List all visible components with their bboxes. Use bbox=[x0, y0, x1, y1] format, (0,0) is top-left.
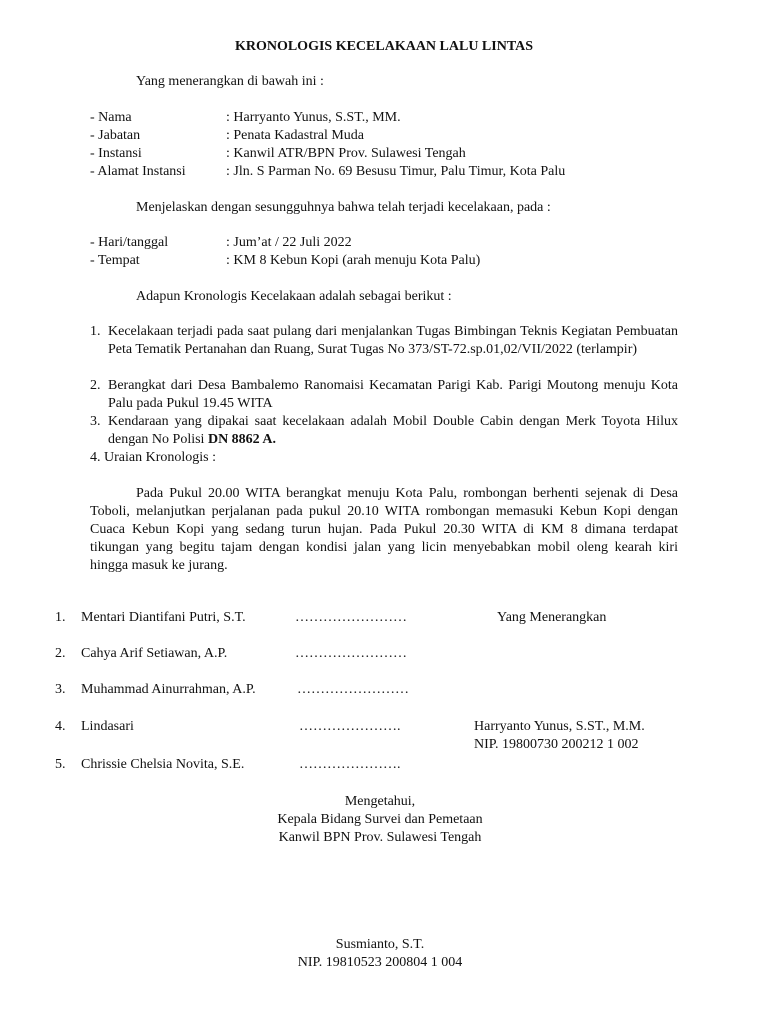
witness-2-number: 2. bbox=[55, 646, 66, 661]
declaration-text: Menjelaskan dengan sesungguhnya bahwa telah terjadi kecelakaan, pada : bbox=[136, 200, 551, 215]
document-title: KRONOLOGIS KECELAKAAN LALU LINTAS bbox=[234, 39, 534, 54]
witness-1-signature-line: …………………… bbox=[295, 610, 407, 625]
witness-3-signature-line: …………………… bbox=[297, 682, 409, 697]
witness-4-number: 4. bbox=[55, 719, 66, 734]
witness-4-signature-line: …………………. bbox=[299, 719, 401, 734]
identity-value-name: : Harryanto Yunus, S.ST., MM. bbox=[226, 110, 401, 125]
item-3-number: 3. bbox=[90, 414, 101, 429]
event-value-date: : Jum’at / 22 Juli 2022 bbox=[226, 235, 352, 250]
item-4-text: 4. Uraian Kronologis : bbox=[90, 450, 216, 465]
identity-value-agency: : Kanwil ATR/BPN Prov. Sulawesi Tengah bbox=[226, 146, 466, 161]
signer-heading: Yang Menerangkan bbox=[497, 610, 607, 625]
witness-5-signature-line: …………………. bbox=[299, 757, 401, 772]
acknowledgement-office: Kanwil BPN Prov. Sulawesi Tengah bbox=[278, 830, 482, 845]
acknowledger-name: Susmianto, S.T. bbox=[335, 937, 425, 952]
event-value-place: : KM 8 Kebun Kopi (arah menuju Kota Palu) bbox=[226, 253, 481, 268]
witness-1-name: Mentari Diantifani Putri, S.T. bbox=[81, 610, 246, 625]
item-3-text bbox=[108, 413, 678, 449]
signer-name: Harryanto Yunus, S.ST., M.M. bbox=[474, 719, 645, 734]
witness-2-name: Cahya Arif Setiawan, A.P. bbox=[81, 646, 228, 661]
item-2-text: Berangkat dari Desa Bambalemo Ranomaisi Kecamatan Parigi Kab. Parigi Moutong menuju Kota Palu pada Pukul 19.45 WITA bbox=[108, 378, 678, 411]
identity-label-position: - Jabatan bbox=[90, 128, 141, 143]
witness-3-name: Muhammad Ainurrahman, A.P. bbox=[81, 682, 256, 697]
witness-4-name: Lindasari bbox=[81, 719, 134, 734]
item-3-body: Kendaraan yang dipakai saat kecelakaan adalah Mobil Double Cabin dengan Merk Toyota Hilux dengan No Polisi bbox=[108, 414, 678, 447]
acknowledgement-heading: Mengetahui, bbox=[344, 794, 416, 809]
item-2-number: 2. bbox=[90, 378, 101, 393]
intro-text: Yang menerangkan di bawah ini : bbox=[136, 74, 324, 89]
chronology-intro: Adapun Kronologis Kecelakaan adalah sebagai berikut : bbox=[136, 289, 452, 304]
witness-3-number: 3. bbox=[55, 682, 66, 697]
identity-value-position: : Penata Kadastral Muda bbox=[226, 128, 365, 143]
identity-label-name: - Nama bbox=[90, 110, 132, 125]
identity-label-address: - Alamat Instansi bbox=[90, 164, 186, 179]
acknowledger-nip: NIP. 19810523 200804 1 004 bbox=[297, 955, 463, 970]
witness-2-signature-line: …………………… bbox=[295, 646, 407, 661]
event-label-place: - Tempat bbox=[90, 253, 140, 268]
witness-1-number: 1. bbox=[55, 610, 66, 625]
acknowledgement-position: Kepala Bidang Survei dan Pemetaan bbox=[277, 812, 483, 827]
event-label-date: - Hari/tanggal bbox=[90, 235, 169, 250]
item-1-text: Kecelakaan terjadi pada saat pulang dari menjalankan Tugas Bimbingan Teknis Kegiatan Pembuatan Peta Tematik Pertanahan dan Ruang, Surat Tugas No 373/ST-72.sp.01,02/VII/2022 (terlampir) bbox=[108, 324, 678, 357]
witness-5-name: Chrissie Chelsia Novita, S.E. bbox=[81, 757, 245, 772]
identity-value-address: : Jln. S Parman No. 69 Besusu Timur, Palu Timur, Kota Palu bbox=[226, 164, 566, 179]
signer-nip: NIP. 19800730 200212 1 002 bbox=[474, 737, 639, 752]
witness-5-number: 5. bbox=[55, 757, 66, 772]
vehicle-plate-number: DN 8862 A. bbox=[207, 432, 277, 447]
chronology-narrative: Pada Pukul 20.00 WITA berangkat menuju Kota Palu, rombongan berhenti sejenak di Desa Toboli, melanjutkan perjalanan pada pukul 20.10 WITA rombongan memasuki Kebun Kopi dengan Cuaca Kebun Kopi yang sedang turun hujan. Pada Pukul 20.30 WITA di KM 8 dimana terdapat tikungan yang begitu tajam dengan kondisi jalan yang licin menyebabkan mobil oleng kearah kiri hingga masuk ke jurang. bbox=[90, 486, 678, 573]
identity-label-agency: - Instansi bbox=[90, 146, 142, 161]
item-1-number: 1. bbox=[90, 324, 101, 339]
